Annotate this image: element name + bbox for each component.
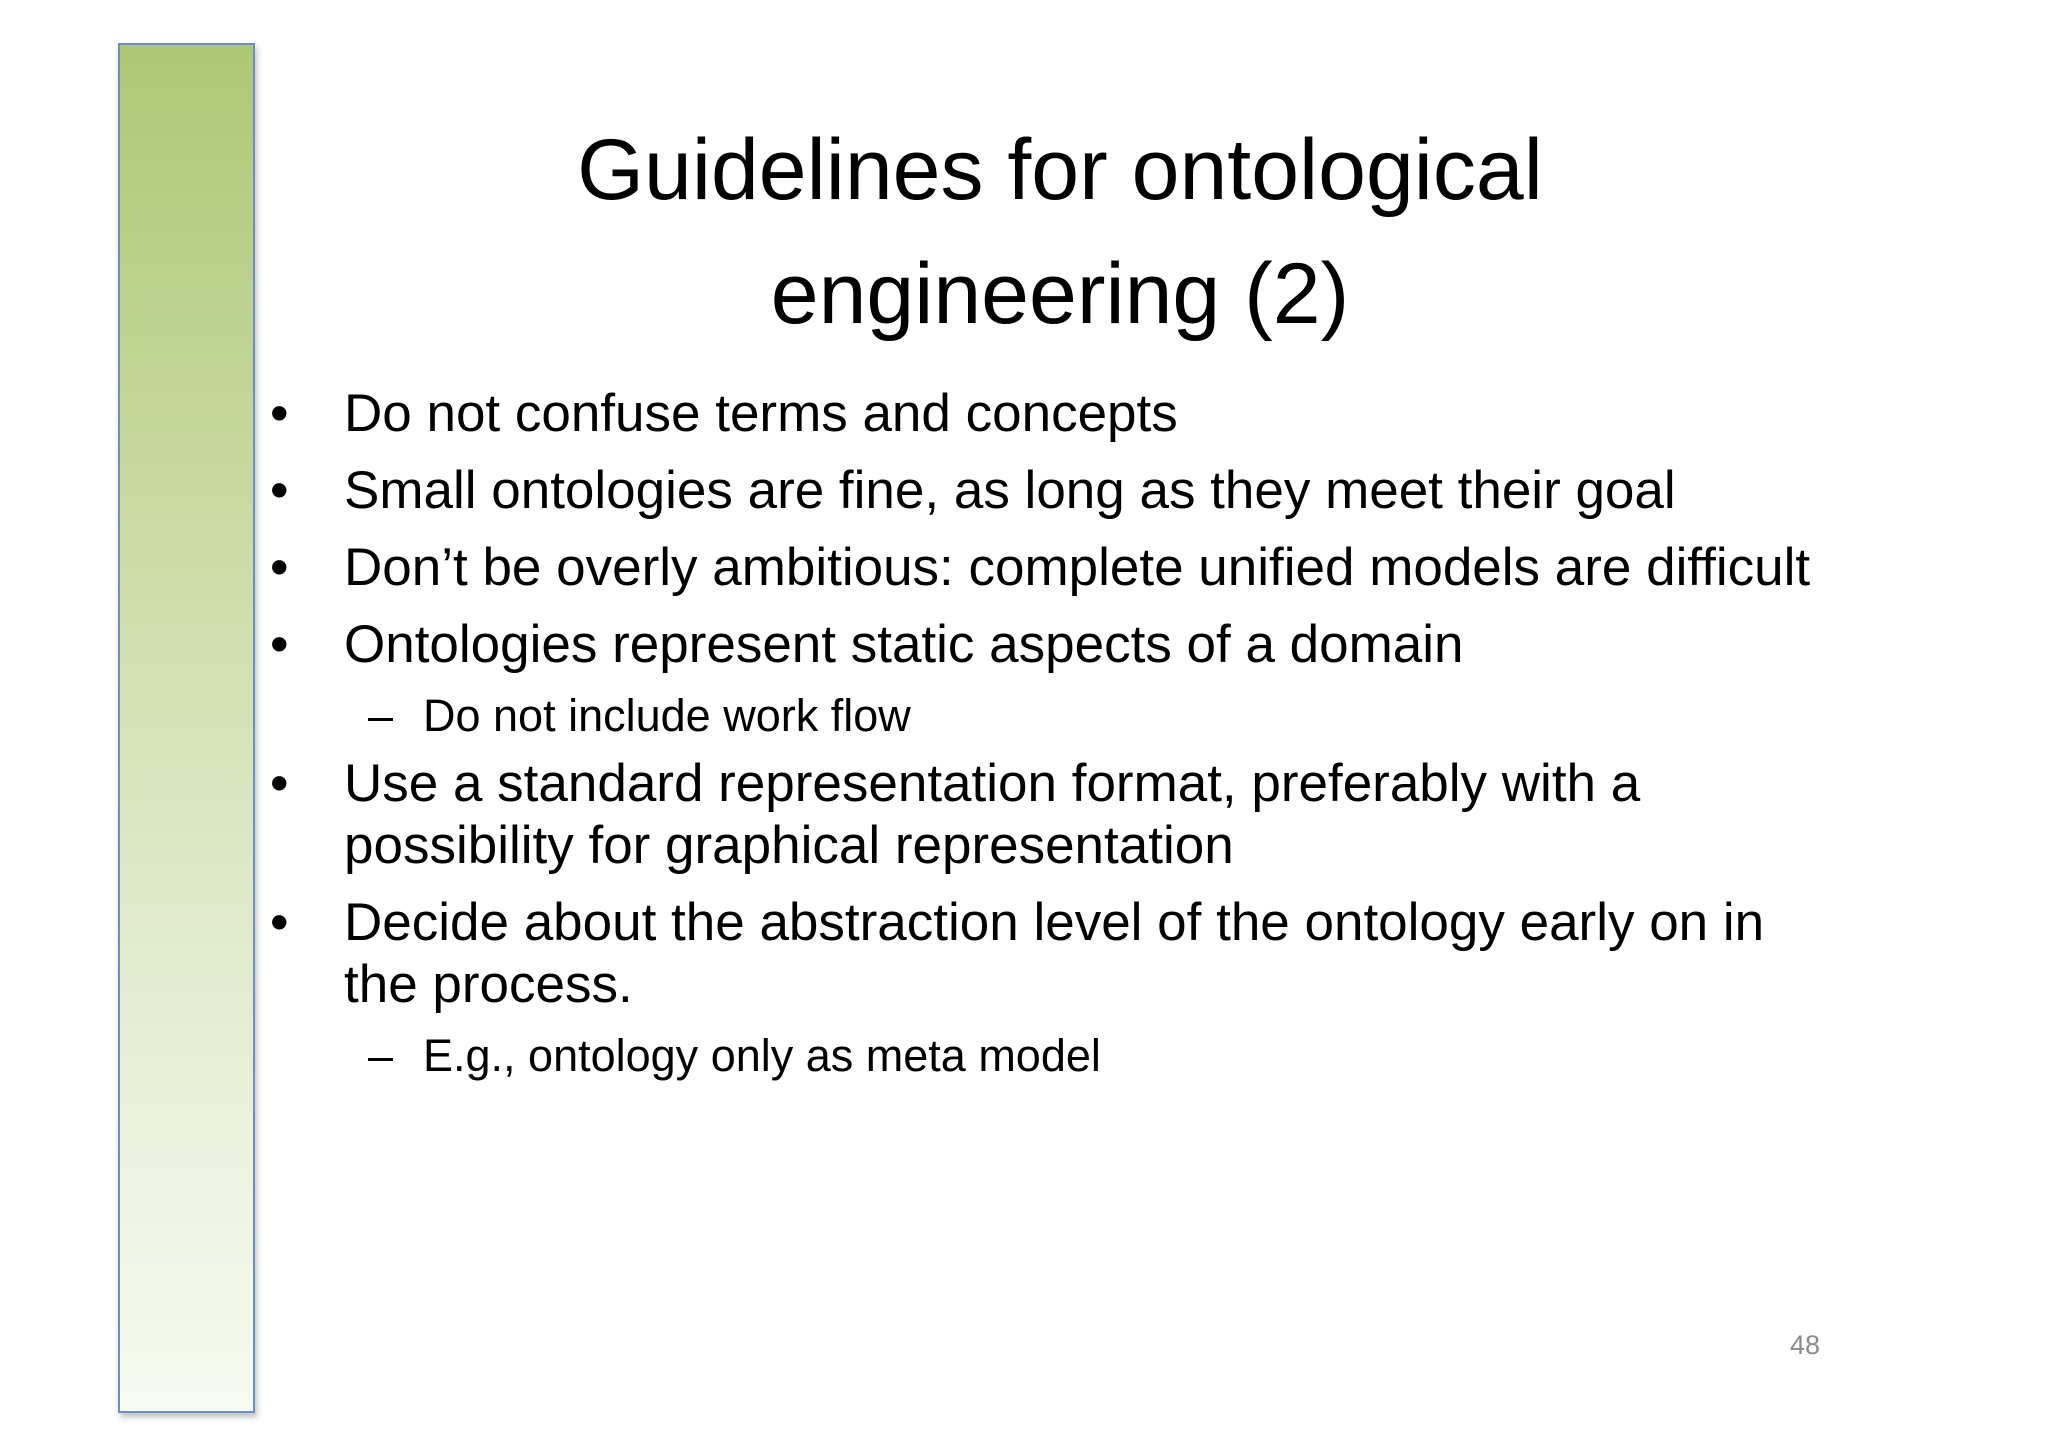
bullet-icon: • <box>270 384 289 443</box>
list-item <box>270 892 1830 1016</box>
bullet-icon: • <box>270 893 289 952</box>
list-item-text: Don’t be overly ambitious: complete unified models are difficult <box>344 538 1811 597</box>
title-line-2: engineering (2) <box>770 246 1350 342</box>
dash-icon: – <box>368 1030 394 1081</box>
bullet-icon: • <box>270 754 289 813</box>
bullet-list <box>270 383 1830 1093</box>
dash-icon: – <box>368 690 394 741</box>
decorative-side-bar <box>118 43 255 1413</box>
list-item <box>270 614 1830 676</box>
list-item <box>270 383 1830 445</box>
bullet-icon: • <box>270 461 289 520</box>
list-item-text: Use a standard representation format, preferably with a possibility for graphical representation <box>344 754 1641 875</box>
slide-title <box>320 108 1800 356</box>
list-item <box>270 537 1830 599</box>
list-item-text: Do not confuse terms and concepts <box>344 384 1178 443</box>
bullet-icon: • <box>270 538 289 597</box>
list-item-text: Decide about the abstraction level of the ontology early on in the process. <box>344 893 1765 1014</box>
bullet-icon: • <box>270 615 289 674</box>
list-item <box>270 753 1830 877</box>
sub-list-item <box>270 1025 1830 1087</box>
page-number: 48 <box>1790 1330 1821 1360</box>
sub-list-item-text: Do not include work flow <box>423 690 911 741</box>
list-item-text: Ontologies represent static aspects of a domain <box>344 615 1464 674</box>
list-item <box>270 460 1830 522</box>
list-item-text: Small ontologies are fine, as long as they meet their goal <box>344 461 1676 520</box>
sub-list-item <box>270 685 1830 747</box>
sub-list-item-text: E.g., ontology only as meta model <box>423 1030 1101 1081</box>
title-line-1: Guidelines for ontological <box>577 122 1543 218</box>
